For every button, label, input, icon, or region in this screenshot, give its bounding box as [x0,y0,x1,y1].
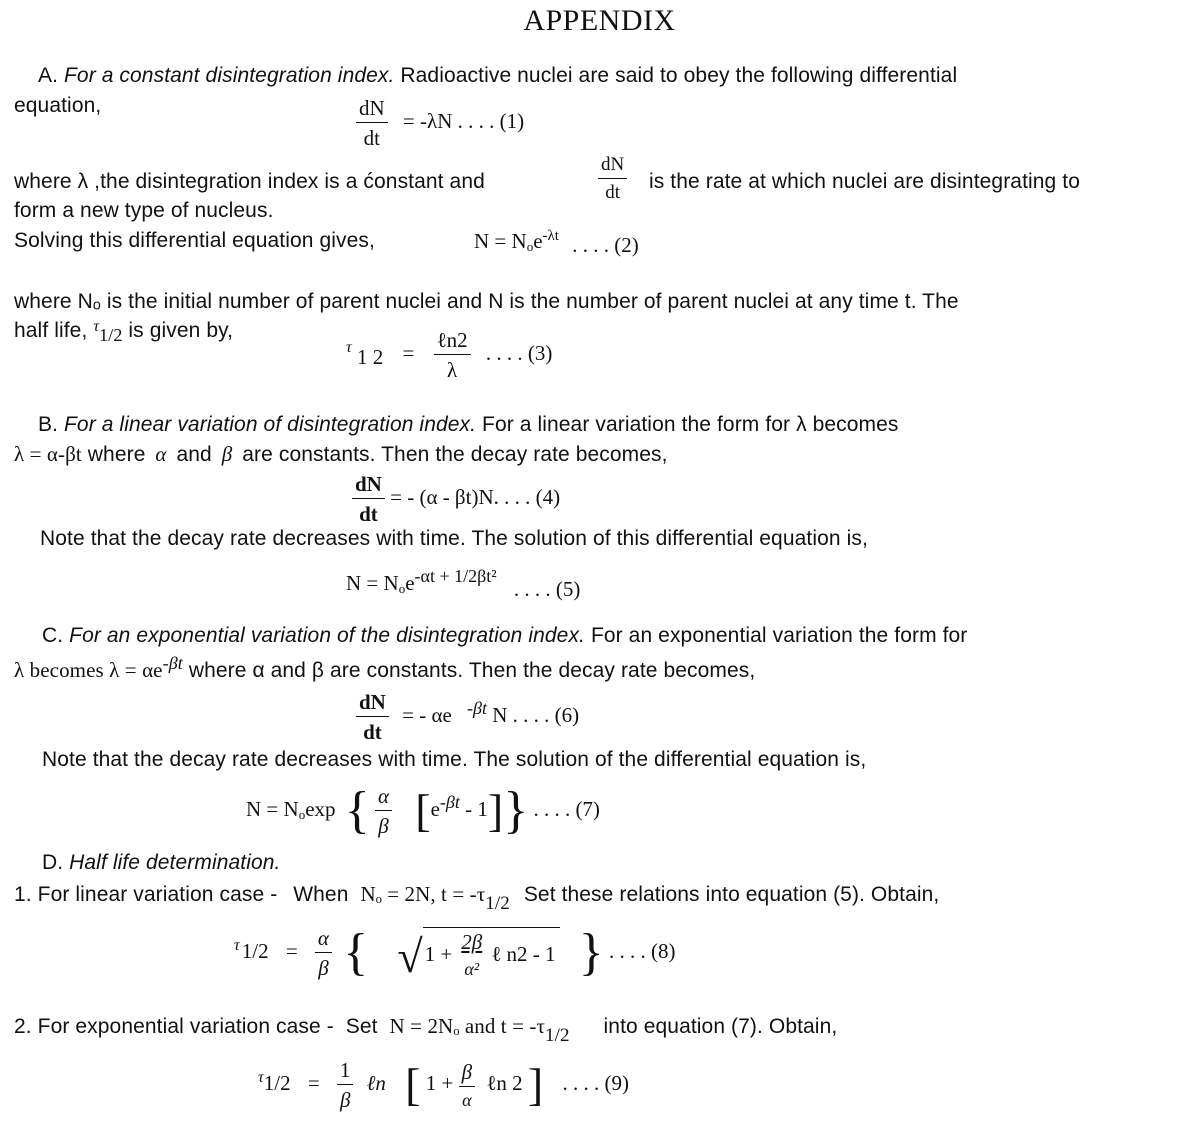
square-root [397,927,559,980]
denominator: dt [363,720,382,745]
paragraph-text: For a linear variation the form for λ becomes [482,413,899,436]
list-number: 1. [14,883,32,906]
section-c-intro [42,624,967,648]
equals-sign: = [307,1070,320,1095]
radical-icon: √ [397,930,423,982]
section-label: C. [42,624,64,647]
fraction [356,690,389,744]
numerator: 2β [461,929,483,954]
equation-rhs: = -λN . . . . (1) [402,108,525,133]
fraction [434,328,471,382]
log-function: ℓn [366,1070,386,1095]
numerator: dN [601,154,625,175]
equation-9 [258,1058,629,1112]
fraction [352,472,385,526]
exp-base: e [405,571,415,595]
denominator: λ [447,358,458,383]
exponent: -αt + 1/2βt² [414,566,497,586]
paragraph-text: Note that the decay rate decreases with time. The solution of this differential equation is, [40,527,868,550]
numerator: α [317,926,329,950]
section-heading: Half life determination. [69,851,281,874]
paragraph-text: is the rate at which nuclei are disintegrating to [649,170,1080,193]
subscript: o [398,581,406,596]
equation-7 [246,784,600,838]
equation-3 [346,328,552,382]
section-b-intro [38,413,899,437]
subscript: 1 2 [356,344,384,369]
equation-term: ℓ n2 - 1 [491,942,556,967]
exponent: -λt [542,228,559,244]
paragraph-text: Note that the decay rate decreases with time. The solution of the differential equation is, [42,748,867,771]
section-b-line2 [14,442,668,467]
section-heading: For an exponential variation of the disintegration index. [69,624,585,647]
equation-term: 1 + [425,1070,454,1095]
paragraph-text: Radioactive nuclei are said to obey the following differential [400,64,958,87]
equation-term: 1 + [424,942,453,967]
paragraph-text: For exponential variation case - [37,1015,334,1038]
left-bracket: [ [405,1059,421,1111]
equation-tag: . . . . (3) [485,340,553,365]
paragraph-text: equation, [14,94,102,117]
tau-symbol: τ [346,338,352,356]
numerator: dN [355,472,382,496]
denominator: dt [605,181,620,203]
exponent: -βt [162,653,183,673]
equation-lhs: N = N [474,229,527,253]
subscript: 1/2 [99,325,123,345]
exp-base: e [533,229,543,253]
fraction [598,154,627,204]
left-brace: { [344,782,370,840]
denominator: α² [464,958,480,979]
paragraph-half-life [14,319,233,343]
section-heading: For a constant disintegration index. [63,64,395,87]
equation-rhs: = - (α - βt)N. . . . (4) [390,484,561,509]
list-item-2 [14,1014,838,1046]
equation-2 [474,228,639,255]
equation-lhs: N = N [246,796,299,821]
exponent: -βt [467,697,487,718]
equation-rhs: = - αe [402,702,452,727]
numerator: 1 [339,1058,351,1082]
page-title: APPENDIX [523,4,676,37]
paragraph-text: are constants. Then the decay rate becomes, [242,443,668,466]
equation-5 [346,566,581,601]
exp-base: e [430,796,440,821]
paragraph-text: When [293,883,349,906]
subscript: 1/2 [485,893,510,914]
inline-math: β [221,442,233,466]
paragraph-text: Solving this differential equation gives, [14,229,375,252]
subscript: o [298,806,306,822]
inner-fraction [458,930,485,980]
fraction [356,96,388,150]
subscript: 1/2 [241,938,269,963]
right-brace: } [578,924,604,982]
inline-math: Nₒ = 2N, t = -τ [360,882,486,906]
inline-math: λ becomes λ = αe [14,658,163,682]
numerator: α [377,784,390,808]
numerator: β [461,1059,473,1084]
equals-sign: = [285,938,298,963]
section-label: B. [38,413,59,436]
paragraph-text: For linear variation case - [37,883,278,906]
paragraph-text: Set [345,1015,378,1038]
inline-math: α [155,442,167,466]
denominator: β [378,814,389,839]
denominator: β [339,1088,351,1113]
paragraph-text: where λ ,the disintegration index is a ćonstant and [14,170,485,193]
paragraph-text: where α and β are constants. Then the decay rate becomes, [188,659,756,682]
equation-lhs: N = N [346,571,399,595]
equation-tag: . . . . (5) [513,577,581,601]
denominator: dt [359,502,378,527]
section-c-line2 [14,653,755,683]
equation-rhs: N . . . . (6) [492,702,580,727]
equation-4 [352,472,560,526]
inline-fraction [598,154,627,204]
paragraph-text: into equation (7). Obtain, [603,1015,838,1038]
equation-term: ℓn 2 [486,1070,523,1095]
inline-math: N = 2Nₒ and t = -τ [389,1014,546,1038]
denominator: β [318,956,329,981]
inline-math: λ = α-βt [14,442,82,466]
subscript: 1/2 [545,1025,570,1046]
exp-function: exp [305,796,336,821]
tau-symbol: τ [93,318,100,335]
denominator: dt [363,126,380,151]
paragraph-text: half life, [14,319,88,342]
right-bracket: ] [487,785,504,837]
paragraph-text: where Nₒ is the initial number of parent nuclei and N is the number of parent nuclei at any time t. The [14,290,959,313]
radicand [423,927,560,980]
paragraph-text: For an exponential variation the form for [590,624,968,647]
section-label: A. [38,64,59,87]
subscript: 1/2 [263,1070,291,1095]
right-bracket: ] [527,1059,544,1111]
equation-tag: . . . . (2) [572,233,639,257]
numerator: ℓn2 [436,328,468,352]
section-label: D. [42,851,64,874]
paragraph-text: is given by, [128,319,234,342]
subscript: o [526,239,534,254]
list-item-1 [14,882,940,914]
tau-symbol: τ [258,1068,264,1086]
section-a-intro [38,64,957,88]
paragraph-text: where [87,443,146,466]
equation-tag: . . . . (9) [562,1070,629,1095]
left-brace: { [343,924,369,982]
equals-sign: = [402,340,415,365]
left-bracket: [ [415,785,431,837]
paragraph-text: form a new type of nucleus. [14,199,274,222]
tau-symbol: τ [234,936,240,954]
equation-tag: . . . . (7) [533,796,600,821]
fraction [375,784,392,838]
paragraph-text: Set these relations into equation (5). Obtain, [523,883,940,906]
right-brace: } [503,782,529,840]
numerator: dN [359,96,385,120]
numerator: dN [359,690,386,714]
equation-6 [356,690,579,744]
section-d-heading [42,851,280,875]
equation-1 [356,96,524,150]
denominator: α [462,1089,472,1110]
fraction [337,1058,354,1112]
inner-fraction [459,1060,475,1111]
equation-tag: . . . . (8) [609,938,676,963]
section-heading: For a linear variation of disintegration index. [63,413,477,436]
paragraph-text: and [176,443,212,466]
fraction [315,926,332,980]
equation-term: - 1 [465,796,488,821]
equation-8 [234,926,676,980]
list-number: 2. [14,1015,32,1038]
exponent: -βt [439,791,460,812]
